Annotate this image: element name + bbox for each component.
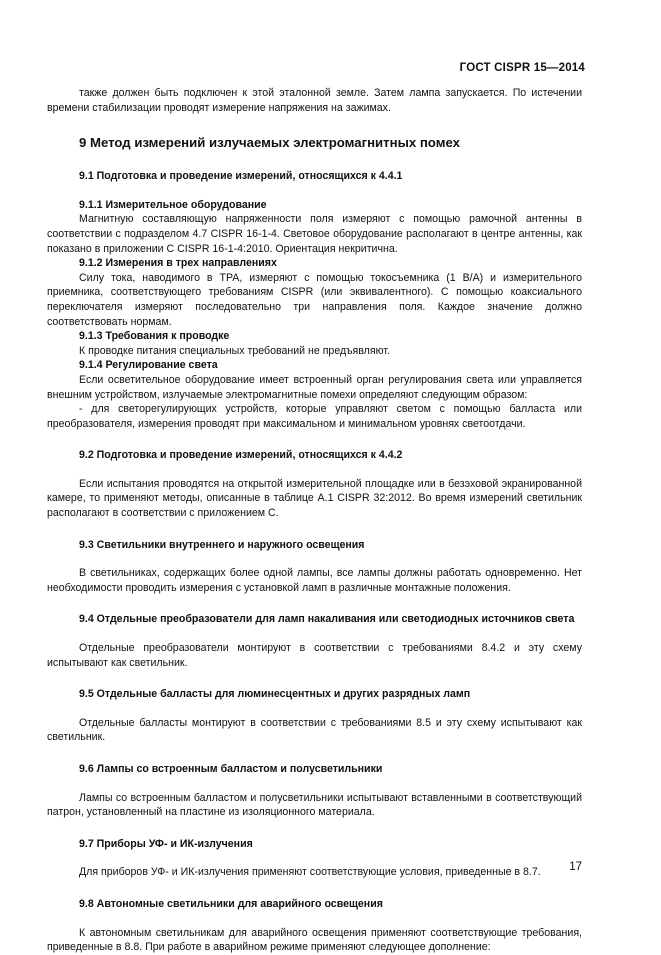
section-9-7-title: 9.7 Приборы УФ- и ИК-излучения xyxy=(79,837,253,850)
section-9-6-text: Лампы со встроенным балластом и полусветильники испытывают вставленными в соответствующий патрон, установленный на пластине из изоляционного материала. xyxy=(47,791,582,819)
section-9-2-title: 9.2 Подготовка и проведение измерений, относящихся к 4.4.2 xyxy=(79,449,403,462)
section-9-6-title: 9.6 Лампы со встроенным балластом и полусветильники xyxy=(79,763,383,775)
section-9-1-2-title: 9.1.2 Измерения в трех направлениях xyxy=(79,257,277,270)
section-9-5-title: 9.5 Отдельные балласты для люминесцентных и других разрядных ламп xyxy=(79,688,471,701)
section-9-4-title: 9.4 Отдельные преобразователи для ламп накаливания или светодиодных источников света xyxy=(79,613,575,626)
section-9-7-text: Для приборов УФ- и ИК-излучения применяют соответствующие условия, приведенные в 8.7. xyxy=(79,866,541,879)
intro-paragraph: также должен быть подключен к этой эталонной земле. Затем лампа запускается. По истечении времени стабилизации проводят измерение напряжения на зажимах. xyxy=(47,87,582,114)
section-9-1-3-title: 9.1.3 Требования к проводке xyxy=(79,330,230,343)
section-9-1-3-text: К проводке питания специальных требований не предъявляют. xyxy=(79,344,390,357)
section-9-8-title: 9.8 Автономные светильники для аварийного освещения xyxy=(79,897,383,910)
section-9-1-1-text: Магнитную составляющую напряженности поля измеряют с помощью рамочной антенны в соответствии с подразделом 4.7 CISPR 16-1-4. Световое оборудование располагают в центре антенны, как показано в приложении C CISPR 16-1-4:2010. Ориентация некритична. xyxy=(47,213,582,255)
section-9-8-text: К автономным светильникам для аварийного освещения применяют соответствующие требования, приведенные в 8.8. При работе в аварийном режиме применяют следующее дополнение: xyxy=(47,926,582,954)
section-9-3-title: 9.3 Светильники внутреннего и наружного освещения xyxy=(79,538,365,551)
document-body xyxy=(47,86,582,955)
section-9-2-text: Если испытания проводятся на открытой измерительной площадке или в безэховой экранированной камере, то применяют методы, описанные в таблице А.1 CISPR 32:2012. Во время измерений светильник располагают в соответствии с приложением С. xyxy=(47,477,582,520)
page-number: 17 xyxy=(569,861,582,873)
section-9-3-text: В светильниках, содержащих более одной лампы, все лампы должны работать одновременно. Нет необходимости проводить измерения с установкой ламп в различные монтажные положения. xyxy=(47,567,582,594)
section-9-1-4-bullet: - для светорегулирующих устройств, которые управляют светом с помощью балласта или преобразователя, измерения проводят при максимальном и минимальном уровнях светоотдачи. xyxy=(47,403,582,430)
standard-header: ГОСТ CISPR 15—2014 xyxy=(459,62,585,74)
section-9-1-2-text: Силу тока, наводимого в TPA, измеряют с помощью токосъемника (1 В/А) и измерительного приемника, соответствующего требованиям CISPR (или эквивалентного). С помощью коаксиального переключателя измеряют последовательно три направления поля. Каждое значение должно соответствовать нормам. xyxy=(47,271,582,328)
section-9-title: 9 Метод измерений излучаемых электромагнитных помех xyxy=(79,135,460,151)
section-9-1-1-title: 9.1.1 Измерительное оборудование xyxy=(79,198,267,211)
section-9-1-title: 9.1 Подготовка и проведение измерений, относящихся к 4.4.1 xyxy=(79,170,403,183)
section-9-1-4-text: Если осветительное оборудование имеет встроенный орган регулирования света или управляется внешним устройством, излучаемые электромагнитные помехи определяют следующим образом: xyxy=(47,373,582,401)
section-9-5-text: Отдельные балласты монтируют в соответствии с требованиями 8.5 и эту схему испытывают как светильник. xyxy=(47,716,582,744)
section-9-4-text: Отдельные преобразователи монтируют в соответствии с требованиями 8.4.2 и эту схему испытывают как светильник. xyxy=(47,642,582,669)
section-9-1-4-title: 9.1.4 Регулирование света xyxy=(79,359,218,372)
